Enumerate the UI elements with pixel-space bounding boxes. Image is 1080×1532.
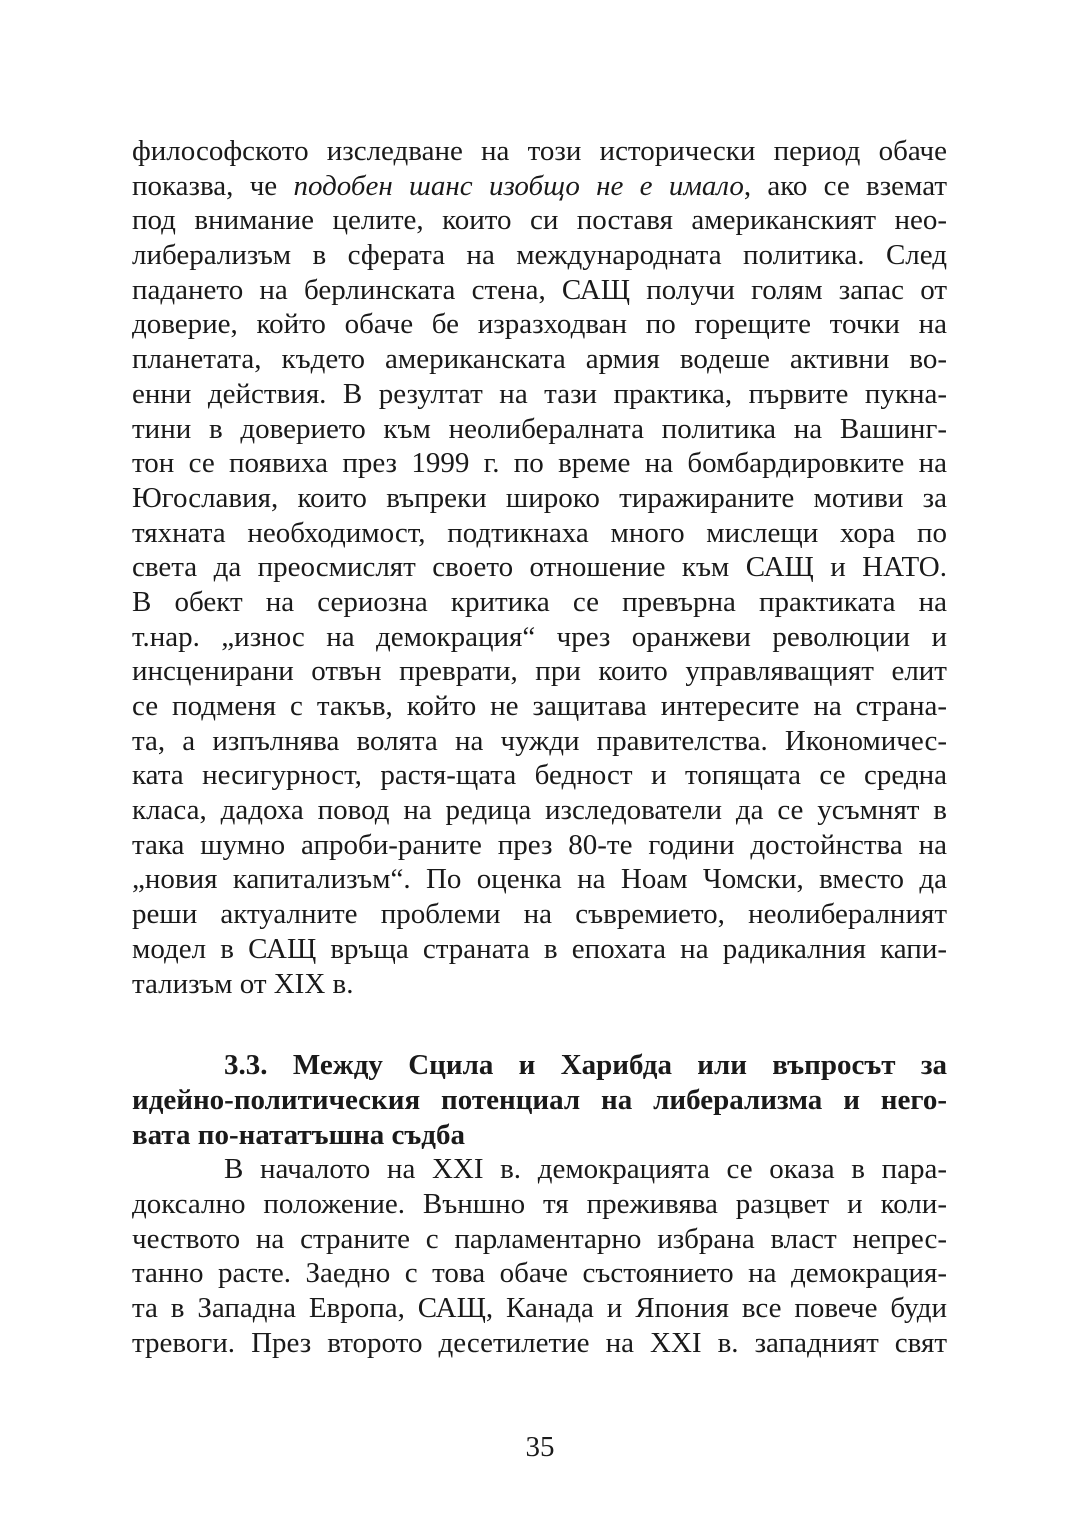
text-line: така шумно апроби-раните през 80-те години достойнства на — [132, 828, 947, 861]
text-line: класа, дадоха повод на редица изследователи да се усъмнят в — [132, 794, 947, 827]
text-line: инсценирани отвън преврати, при които управляващият елит — [132, 655, 947, 688]
text-line: показва, че подобен шанс изобщо не е имало, ако се вземат — [132, 169, 947, 202]
text-line: ката несигурност, растя-щата бедност и топящата се средна — [132, 759, 947, 792]
text-line: т.нар. „износ на демокрация“ чрез оранжеви революции и — [132, 620, 947, 653]
heading-line: идейно-политическия потенциал на либерализма и него- — [132, 1083, 947, 1116]
text-line: доверие, който обаче бе изразходван по горещите точки на — [132, 308, 947, 341]
text-line: философското изследване на този исторически период обаче — [132, 135, 947, 167]
text-line: тализъм от XIX в. — [132, 967, 354, 1000]
text-line: танно расте. Заедно с това обаче състоянието на демокрация- — [132, 1257, 947, 1290]
text-line: реши актуалните проблеми на съвремието, неолибералният — [132, 898, 947, 931]
text-line: В началото на XXI в. демокрацията се оказа в пара- — [224, 1153, 947, 1186]
heading-line: 3.3. Между Сцила и Харибда или въпросът за — [224, 1049, 947, 1082]
page-number: 35 — [525, 1431, 555, 1463]
text-line: енни действия. В резултат на тази практика, първите пукна- — [132, 377, 947, 410]
text-line: тяхната необходимост, подтикнаха много мислещи хора по — [132, 516, 947, 549]
section-heading — [132, 1048, 947, 1152]
text-line: тон се появиха през 1999 г. по време на бомбардировките на — [132, 447, 947, 480]
section-gap — [132, 1001, 947, 1048]
text-line: модел в САЩ връща страната в епохата на радикалния капи- — [132, 932, 947, 965]
heading-line: вата по-нататъшна съдба — [132, 1118, 465, 1151]
paragraph-democracy — [132, 1152, 947, 1360]
text-line: Югославия, които въпреки широко тиражираните мотиви за — [132, 481, 947, 514]
text-line: се подменя с такъв, който не защитава интересите на страна- — [132, 690, 947, 722]
emphasized-phrase: подобен шанс изобщо не е имало — [293, 169, 744, 202]
text-line: планетата, където американската армия водеше активни во- — [132, 343, 947, 376]
text-line: доксално положение. Външно тя преживява разцвет и коли- — [132, 1187, 947, 1220]
text-line: под внимание целите, които си поставя американският нео- — [132, 204, 947, 237]
text-line: света да преосмислят своето отношение към САЩ и НАТО. — [132, 551, 947, 584]
text-line: тревоги. През второто десетилетие на XXI в. западният свят — [132, 1326, 947, 1359]
page-body — [132, 134, 947, 1360]
text-line: В обект на сериозна критика се превърна практиката на — [132, 585, 947, 618]
text-line: либерализъм в сферата на международната политика. След — [132, 239, 947, 272]
text-line: та в Западна Европа, САЩ, Канада и Япония все повече буди — [132, 1292, 947, 1324]
text-line: та, а изпълнява волята на чужди правителства. Икономичес- — [132, 724, 947, 757]
text-line: тини в доверието към неолибералната политика на Вашинг- — [132, 412, 947, 445]
text-line: чеството на страните с парламентарно избрана власт непрес- — [132, 1222, 947, 1255]
paragraph-neoliberalism — [132, 134, 947, 1001]
text-line: „новия капитализъм“. По оценка на Ноам Чомски, вместо да — [132, 863, 947, 896]
text-line: падането на берлинската стена, САЩ получи голям запас от — [132, 273, 947, 306]
